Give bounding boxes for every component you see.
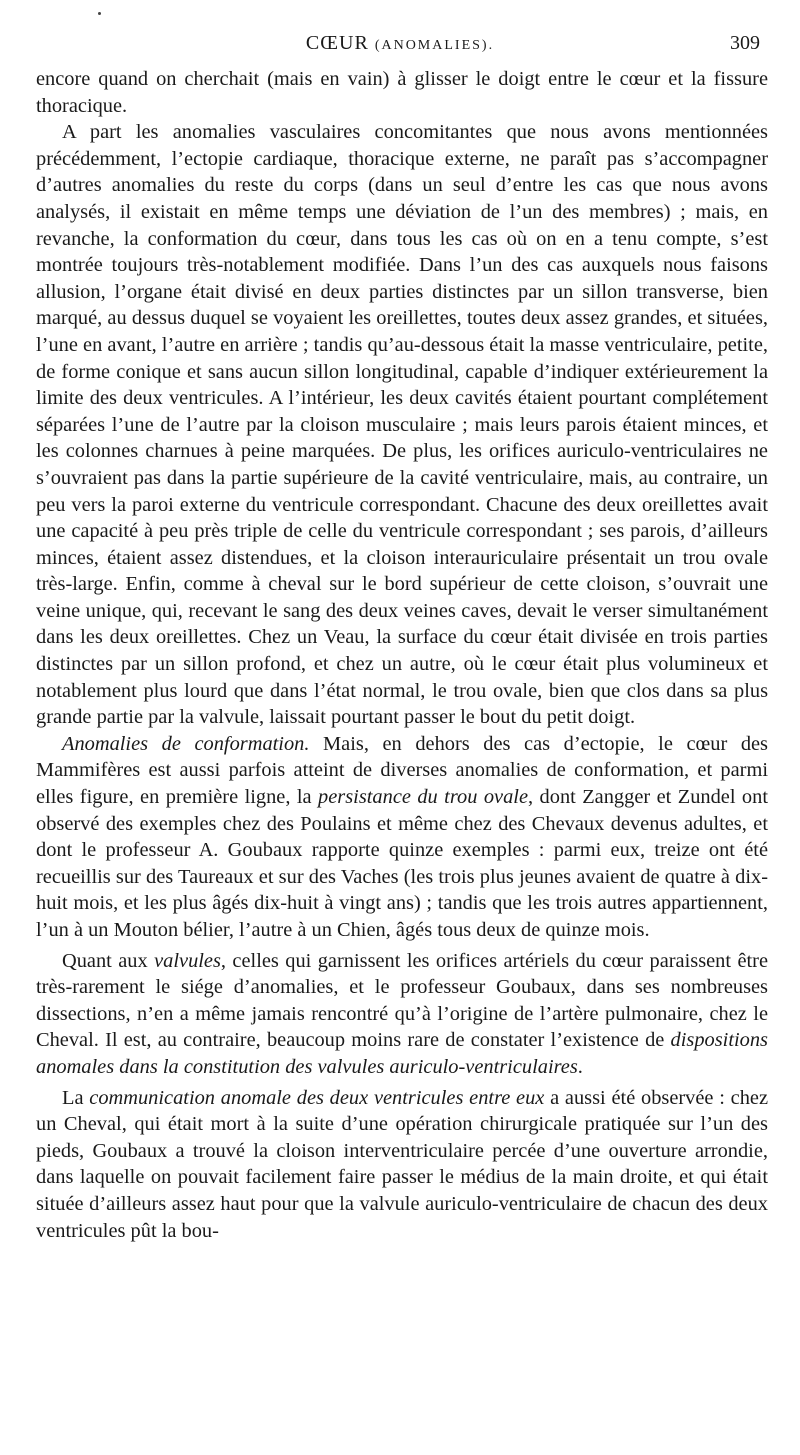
italic-phrase: communication anomale des deux ventricules entre eux	[89, 1086, 545, 1109]
running-header	[36, 32, 764, 62]
paragraph-5	[36, 1085, 768, 1245]
italic-phrase: valvules	[154, 949, 221, 972]
text-run: A part les anomalies vasculaires concomitantes que nous avons mentionnées précédemment, l’ectopie cardiaque, thoracique externe, ne paraît pas s’accompagner d’autres anomalies du reste du corps (dans un seul d’entre les cas que nous avons analysés, il existait en même temps une déviation de l’un des membres) ; mais, en revanche, la conformation du cœur, dans tous les cas où on en a tenu compte, s’est montrée toujours très-notablement modifiée. Dans l’un des cas auxquels nous faisons allusion, l’organe était divisé en deux parties distinctes par un sillon transverse, bien marqué, au dessus duquel se voyaient les oreillettes, toutes deux assez grandes, et situées, l’une en avant, l’autre en arrière ; tandis qu’au-dessous était la masse ventriculaire, petite, de forme conique et sans aucun sillon longitudinal, capable d’indiquer extérieurement la limite des deux ventricules. A l’intérieur, les deux cavités étaient pourtant complétement séparées l’une de l’autre par la cloison musculaire ; mais leurs parois étaient minces, et les colonnes charnues à peine marquées. De plus, les orifices auriculo-ventriculaires ne s’ouvraient pas dans la partie supérieure de la cavité ventriculaire, mais, au contraire, un peu vers la paroi externe du ventricule correspondant. Chacune des deux oreillettes avait une capacité à peu près triple de celle du ventricule correspondant ; ses parois, d’ailleurs minces, étaient assez distendues, et la cloison interauriculaire présentait un trou ovale très-large. Enfin, comme à cheval sur le bord supérieur de cette cloison, s’ouvrait une veine unique, qui, recevant le sang des deux veines caves, devait le verser simultanément dans les deux oreillettes. Chez un Veau, la surface du cœur était divisée en trois parties distinctes par un sillon profond, et chez un autre, où le cœur était plus volumineux et notablement plus lourd que dans l’état normal, le trou ovale, bien que clos dans sa plus grande partie par la valvule, laissait pourtant passer le bout du petit doigt.	[36, 121, 768, 729]
running-title	[36, 32, 764, 55]
text-run: Mais, en dehors des cas d’ectopie, le cœur des Mammifères est aussi parfois atteint de diverses anomalies de conformation, et parmi elles figure, en première ligne, la	[36, 732, 768, 809]
print-speck	[98, 12, 101, 15]
paragraph-4	[36, 948, 768, 1081]
text-run: La	[62, 1086, 90, 1109]
italic-phrase: persistance du trou ovale	[318, 786, 529, 809]
running-title-subtitle: (ANOMALIES).	[374, 38, 495, 53]
paragraph-2	[36, 119, 768, 731]
running-title-main: CŒUR	[305, 32, 369, 54]
paragraph-3	[36, 731, 768, 944]
page-number: 309	[730, 32, 760, 54]
text-run: encore quand on cherchait (mais en vain) à glisser le doigt entre le cœur et la fissure thoracique.	[36, 68, 768, 117]
text-run: Quant aux	[62, 949, 155, 972]
body-text	[36, 66, 768, 1244]
paragraph-1	[36, 66, 768, 119]
text-run: , celles qui garnissent les orifices artériels du cœur paraissent être très-rarement le siége d’anomalies, et le professeur Goubaux, dans ses nombreuses dissections, n’en a même jamais rencontré qu’à l’origine de l’artère pulmonaire, chez le Cheval. Il est, au contraire, beaucoup moins rare de constater l’existence de	[36, 949, 769, 1052]
text-run: .	[577, 1055, 583, 1078]
text-run: , dont Zangger et Zundel ont observé des exemples chez des Poulains et même chez des Chevaux devenus adultes, et dont le professeur A. Goubaux rapporte quinze exemples : parmi eux, treize ont été recueillis sur des Taureaux et sur des Vaches (les trois plus jeunes avaient de quatre à dix-huit mois, et les plus âgés dix-huit à vingt ans) ; tandis que les trois autres appartiennent, l’un à un Mouton bélier, l’autre à un Chien, âgés tous deux de quinze mois.	[36, 786, 768, 941]
italic-phrase: dispositions anomales dans la constitution des valvules auriculo-ventriculaires	[36, 1029, 768, 1078]
text-run: a aussi été observée : chez un Cheval, qui était mort à la suite d’une opération chirurgicale pratiquée sur l’un des pieds, Goubaux a trouvé la cloison interventriculaire percée d’une ouverture arrondie, dans laquelle on pouvait facilement faire passer le médius de la main droite, et qui était située d’ailleurs assez haut pour que la valvule auriculo-ventriculaire de chacun des deux ventricules pût la bou-	[36, 1086, 768, 1242]
italic-phrase: Anomalies de conformation.	[62, 732, 310, 755]
